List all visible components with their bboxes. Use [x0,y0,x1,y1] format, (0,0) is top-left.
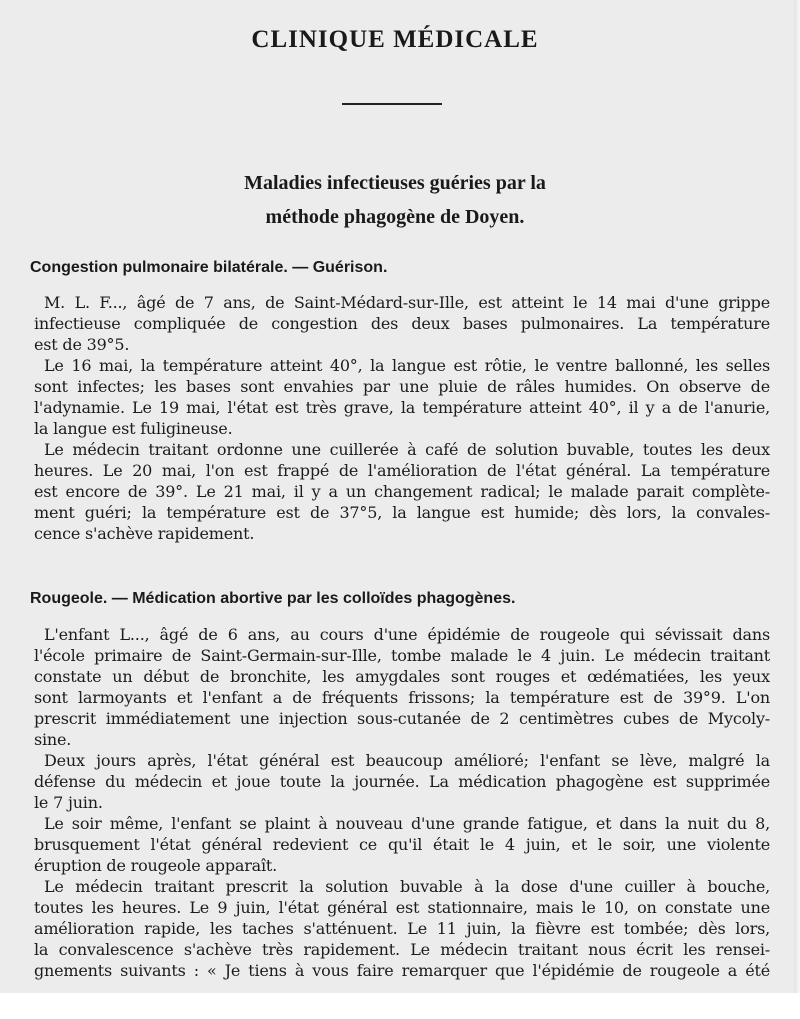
paragraph-line: l'adynamie. Le 19 mai, l'état est très grave, la température atteint 40°, il y a de l'anurie, [34,398,770,417]
paragraph-line: défense du médecin et joue toute la journée. La médication phagogène est supprimée [34,772,770,791]
paragraph-line: sont infectes; les bases sont envahies par une pluie de râles humides. On observe de [34,377,770,396]
paragraph-line: heures. Le 20 mai, l'on est frappé de l'amélioration de l'état général. La température [34,461,770,480]
paragraph-line: amélioration rapide, les taches s'atténuent. Le 11 juin, la fièvre est tombée; dès lors, [34,919,770,938]
paragraph-line: M. L. F..., âgé de 7 ans, de Saint-Médard-sur-Ille, est atteint le 14 mai d'une grippe [44,293,770,312]
paragraph-line: est encore de 39°. Le 21 mai, il y a un changement radical; le malade parait complète- [34,482,770,501]
paragraph-line: constate un début de bronchite, les amygdales sont rouges et œdématiées, les yeux [34,667,770,686]
title-divider [342,103,442,105]
paragraph-line: cence s'achève rapidement. [34,524,255,543]
paragraph-line: la langue est fuligineuse. [34,419,233,438]
section-heading-rougeole: Rougeole. — Médication abortive par les colloïdes phagogènes. [30,590,516,607]
paragraph-line: prescrit immédiatement une injection sous-cutanée de 2 centimètres cubes de Mycoly- [34,709,770,728]
paragraph-line: est de 39°5. [34,335,130,354]
paragraph-line: Le médecin traitant ordonne une cuillerée à café de solution buvable, toutes les deux [44,440,770,459]
page-edge-shadow [794,0,800,1019]
page-title: CLINIQUE MÉDICALE [251,26,539,53]
paragraph-line: Le 16 mai, la température atteint 40°, la langue est rôtie, le ventre ballonné, les selles [44,356,770,375]
paragraph-line: ment guéri; la température est de 37°5, la langue est humide; dès lors, la convales- [34,503,770,522]
paragraph-line: sine. [34,730,72,749]
paragraph-line: L'enfant L..., âgé de 6 ans, au cours d'une épidémie de rougeole qui sévissait dans [44,625,770,644]
article-title-line-1: Maladies infectieuses guéries par la [244,172,546,194]
paragraph-line: l'école primaire de Saint-Germain-sur-Ille, tombe malade le 4 juin. Le médecin traitant [34,646,770,665]
section-heading-congestion: Congestion pulmonaire bilatérale. — Guérison. [30,259,388,276]
paragraph-line: gnements suivants : « Je tiens à vous faire remarquer que l'épidémie de rougeole a été [34,961,770,980]
paragraph-line: Le médecin traitant prescrit la solution buvable à la dose d'une cuiller à bouche, [44,877,770,896]
paragraph-line: la convalescence s'achève très rapidement. Le médecin traitant nous écrit les rensei- [34,940,770,959]
paragraph-line: éruption de rougeole apparaît. [34,856,278,875]
paragraph-line: infectieuse compliquée de congestion des deux bases pulmonaires. La température [34,314,770,333]
page-bottom-margin [0,993,800,1019]
article-title-line-2: méthode phagogène de Doyen. [265,206,525,228]
paragraph-line: le 7 juin. [34,793,103,812]
paragraph-line: sont larmoyants et l'enfant a de fréquents frissons; la température est de 39°9. L'on [34,688,770,707]
paragraph-line: brusquement l'état général redevient ce qu'il était le 4 juin, et le soir, une violente [34,835,770,854]
paragraph-line: Deux jours après, l'état général est beaucoup amélioré; l'enfant se lève, malgré la [44,751,770,770]
paragraph-line: Le soir même, l'enfant se plaint à nouveau d'une grande fatigue, et dans la nuit du 8, [44,814,770,833]
paragraph-line: toutes les heures. Le 9 juin, l'état général est stationnaire, mais le 10, on constate une [34,898,770,917]
